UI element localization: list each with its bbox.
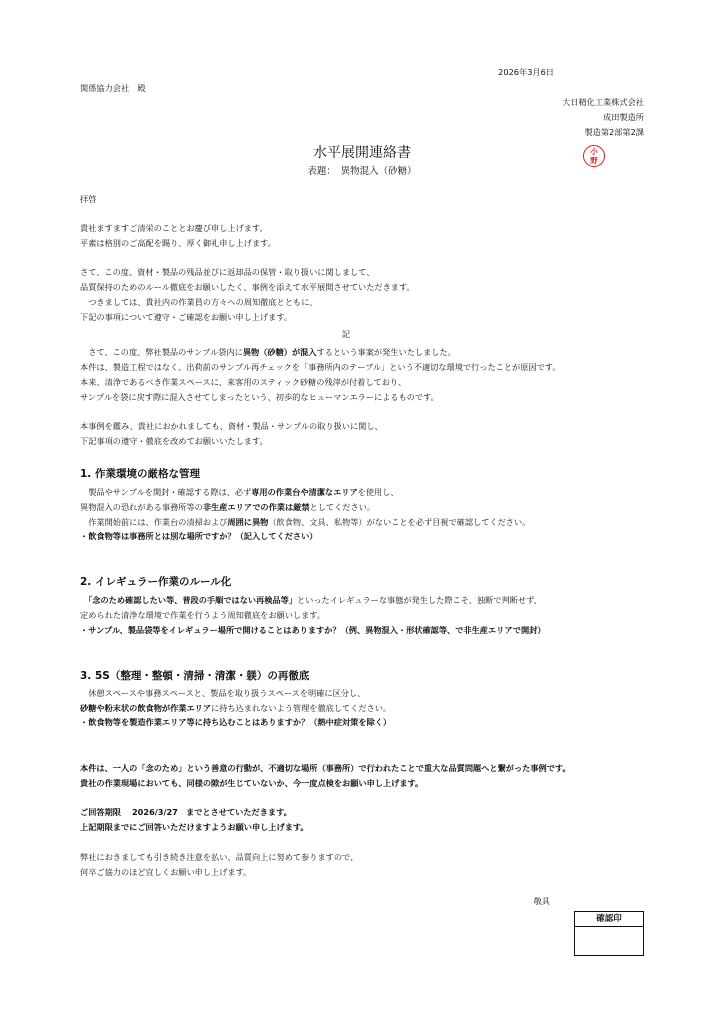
conclusion-line: 本件は、一人の「念のため」という善意の行動が、不適切な場所（事務所）で行われたことで重大な品質問題へと繋がった事例です。 bbox=[80, 763, 571, 773]
purpose-line: さて、この度、資材・製品の残品並びに返却品の保管・取り扱いに関しまして、 bbox=[80, 267, 375, 277]
closing-line: 弊社におきましても引き続き注意を払い、品質向上に努めて参りますので、 bbox=[80, 852, 359, 862]
section-heading: 3. 5S（整理・整頓・清掃・清潔・躾）の再徹底 bbox=[80, 670, 310, 682]
seal-stamp: 小 野 bbox=[583, 145, 605, 167]
purpose-line: つきましては、貴社内の作業員の方々への周知徹底とともに、 bbox=[80, 297, 318, 307]
section-line: 「念のため確認したい等、普段の手順ではない再検品等」といったイレギュラーな事態が発生した際こそ、独断で判断せず、 bbox=[88, 595, 542, 605]
section-line: 異物混入の恐れがある事務所等の非生産エリアでの作業は厳禁としてください。 bbox=[80, 502, 376, 512]
request-line: 下記事項の遵守・徹底を改めてお願いいたします。 bbox=[80, 436, 268, 446]
incident-line: サンプルを袋に戻す際に混入させてしまったという、初歩的なヒューマンエラーによるものです。 bbox=[80, 392, 439, 402]
plant-name: 成田製造所 bbox=[603, 112, 644, 122]
purpose-line: 品質保持のためのルール徹底をお願いしたく、事例を添えて水平展開させていただきます。 bbox=[80, 282, 415, 292]
section-line: 砂糖や粉末状の飲食物が作業エリアに持ち込まれないよう管理を徹底してください。 bbox=[80, 703, 392, 713]
section-question: ・飲食物等を製造作業エリア等に持ち込むことはありますか？（熱中症対策を除く） bbox=[80, 717, 392, 727]
purpose-line: 下記の事項について遵守・ご確認をお願い申し上げます。 bbox=[80, 312, 293, 322]
conclusion-line: 貴社の作業現場においても、同様の隙が生じていないか、今一度点検をお願い申し上げます。 bbox=[80, 778, 424, 788]
intro-line: 平素は格別のご高配を賜り、厚く御礼申し上げます。 bbox=[80, 238, 276, 248]
section-line: 定められた清浄な環境で作業を行うよう周知徹底をお願いします。 bbox=[80, 610, 325, 620]
incident-line: 本件は、製造工程ではなく、出荷前のサンプル再チェックを「事務所内のテーブル」という不適切な環境で行ったことが原因です。 bbox=[80, 362, 561, 372]
recipient: 関係協力会社 殿 bbox=[80, 83, 146, 93]
intro-line: 貴社ますますご清栄のこととお慶び申し上げます。 bbox=[80, 223, 268, 233]
deadline-line: ご回答期限 2026/3/27 までとさせていただきます。 bbox=[80, 807, 292, 817]
sign-off: 敬具 bbox=[533, 896, 550, 906]
document-date: 2026年3月6日 bbox=[498, 67, 554, 77]
section-line: 休憩スペースや事務スペースと、製品を取り扱うスペースを明確に区分し、 bbox=[80, 688, 366, 698]
confirmation-box-label: 確認印 bbox=[575, 912, 643, 927]
deadline-line: 上記期限までにご回答いただけますようお願い申し上げます。 bbox=[80, 822, 309, 832]
department-name: 製造第2部第2課 bbox=[584, 127, 644, 137]
ki-marker: 記 bbox=[341, 329, 351, 339]
incident-line: さて、この度、弊社製品のサンプル袋内に異物（砂糖）が混入するという事案が発生いたしました。 bbox=[80, 347, 456, 357]
request-line: 本事例を鑑み、貴社におかれましても、資材・製品・サンプルの取り扱いに関し、 bbox=[80, 421, 383, 431]
section-heading: 1. 作業環境の厳格な管理 bbox=[80, 468, 200, 480]
section-line: 作業開始前には、作業台の清掃および周囲に異物（飲食物、文具、私物等）がないことを必ず目視で確認してください。 bbox=[80, 517, 531, 527]
document-title: 水平展開連絡書 bbox=[313, 145, 411, 161]
section-heading: 2. イレギュラー作業のルール化 bbox=[80, 576, 232, 588]
greeting: 拝啓 bbox=[80, 194, 97, 204]
closing-line: 何卒ご協力のほど宜しくお願い申し上げます。 bbox=[80, 867, 252, 877]
incident-line: 本来、清浄であるべき作業スペースに、来客用のスティック砂糖の残滓が付着しており、 bbox=[80, 377, 407, 387]
company-name: 大日精化工業株式会社 bbox=[562, 97, 644, 107]
document-subject: 表題： 異物混入（砂糖） bbox=[307, 166, 417, 177]
section-question: ・サンプル、製品袋等をイレギュラー場所で開けることはありますか？（例、異物混入・形状確認等、で非生産エリアで開封） bbox=[80, 625, 546, 635]
section-line: 製品やサンプルを開封・確認する際は、必ず専用の作業台や清潔なエリアを使用し、 bbox=[80, 487, 399, 497]
section-question: ・飲食物等は事務所とは別な場所ですか？（記入してください） bbox=[80, 531, 318, 541]
confirmation-seal-box[interactable] bbox=[574, 911, 644, 956]
